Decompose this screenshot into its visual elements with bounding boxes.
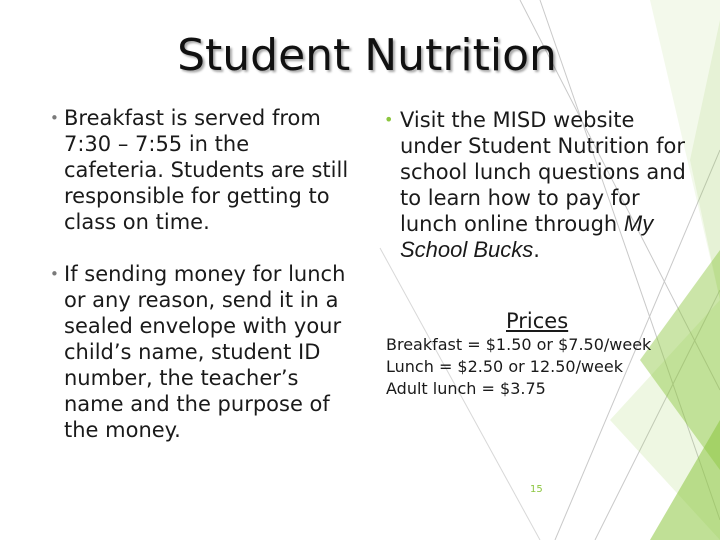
slide-title: Student Nutrition bbox=[177, 30, 557, 81]
my-school-bucks-text: My School Bucks bbox=[400, 211, 654, 262]
bullet-misd-website bbox=[384, 107, 694, 263]
prices-list bbox=[386, 334, 651, 400]
price-lunch: Lunch = $2.50 or 12.50/week bbox=[386, 357, 624, 376]
bullet-text: If sending money for lunch or any reason, send it in a sealed envelope with your child’s name, student ID number, the teacher’s name and the purpose of the money. bbox=[64, 262, 346, 442]
price-adult-lunch: Adult lunch = $3.75 bbox=[386, 379, 546, 398]
prices-heading: Prices bbox=[506, 309, 569, 333]
left-column bbox=[50, 105, 350, 443]
bullet-breakfast bbox=[50, 105, 350, 235]
bullet-text: Breakfast is served from 7:30 – 7:55 in the cafeteria. Students are still responsible for getting to class on time. bbox=[64, 106, 349, 234]
right-column bbox=[384, 107, 694, 263]
price-breakfast: Breakfast = $1.50 or $7.50/week bbox=[386, 335, 652, 354]
bullet-icon: • bbox=[384, 110, 394, 129]
bullet-sending-money bbox=[50, 261, 350, 443]
page-number: 15 bbox=[530, 484, 543, 495]
bullet-icon: • bbox=[50, 109, 59, 127]
bullet-icon: • bbox=[50, 265, 59, 283]
bullet-text: Visit the MISD website under Student Nutrition for school lunch questions and to learn how to pay for lunch online through bbox=[400, 108, 686, 236]
bullet-end: . bbox=[533, 238, 540, 262]
